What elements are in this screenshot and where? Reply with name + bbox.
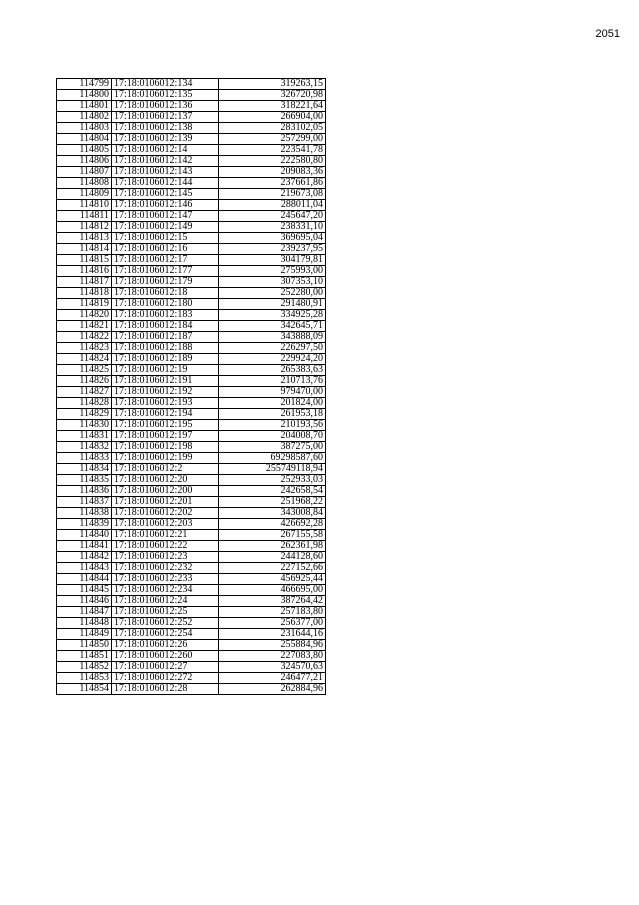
cadastral-number-cell: 17:18:0106012:138	[112, 123, 219, 134]
table-row	[57, 585, 326, 596]
cadastral-number-cell: 17:18:0106012:134	[112, 79, 219, 90]
cadastral-number-cell: 17:18:0106012:199	[112, 453, 219, 464]
cadastral-value-cell: 251968,22	[219, 497, 326, 508]
table-row	[57, 266, 326, 277]
cadastral-value-cell: 257299,00	[219, 134, 326, 145]
table-row	[57, 508, 326, 519]
cadastral-value-cell: 227083,80	[219, 651, 326, 662]
cadastral-value-cell: 265383,63	[219, 365, 326, 376]
cadastral-number-cell: 17:18:0106012:260	[112, 651, 219, 662]
cadastral-value-cell: 255749118,94	[219, 464, 326, 475]
cadastral-number-cell: 17:18:0106012:27	[112, 662, 219, 673]
cadastral-number-cell: 17:18:0106012:254	[112, 629, 219, 640]
table-row	[57, 497, 326, 508]
row-number-cell: 114850	[57, 640, 112, 651]
row-number-cell: 114818	[57, 288, 112, 299]
table-row	[57, 354, 326, 365]
table-row	[57, 563, 326, 574]
table-row	[57, 112, 326, 123]
cadastral-value-cell: 226297,50	[219, 343, 326, 354]
row-number-cell: 114809	[57, 189, 112, 200]
row-number-cell: 114836	[57, 486, 112, 497]
cadastral-value-cell: 275993,00	[219, 266, 326, 277]
row-number-cell: 114847	[57, 607, 112, 618]
cadastral-number-cell: 17:18:0106012:17	[112, 255, 219, 266]
cadastral-value-cell: 267155,58	[219, 530, 326, 541]
cadastral-number-cell: 17:18:0106012:191	[112, 376, 219, 387]
cadastral-value-cell: 231644,16	[219, 629, 326, 640]
row-number-cell: 114807	[57, 167, 112, 178]
table-row	[57, 178, 326, 189]
row-number-cell: 114840	[57, 530, 112, 541]
row-number-cell: 114799	[57, 79, 112, 90]
table-row	[57, 662, 326, 673]
table-row	[57, 145, 326, 156]
cadastral-value-cell: 262884,96	[219, 684, 326, 695]
table-row	[57, 90, 326, 101]
table-row	[57, 343, 326, 354]
table-row	[57, 233, 326, 244]
row-number-cell: 114810	[57, 200, 112, 211]
cadastral-number-cell: 17:18:0106012:202	[112, 508, 219, 519]
table-row	[57, 134, 326, 145]
cadastral-value-cell: 979470,00	[219, 387, 326, 398]
cadastral-value-cell: 304179,81	[219, 255, 326, 266]
row-number-cell: 114803	[57, 123, 112, 134]
cadastral-number-cell: 17:18:0106012:183	[112, 310, 219, 321]
cadastral-number-cell: 17:18:0106012:252	[112, 618, 219, 629]
cadastral-value-cell: 387264,42	[219, 596, 326, 607]
row-number-cell: 114846	[57, 596, 112, 607]
cadastral-number-cell: 17:18:0106012:143	[112, 167, 219, 178]
cadastral-number-cell: 17:18:0106012:198	[112, 442, 219, 453]
cadastral-value-cell: 256377,00	[219, 618, 326, 629]
cadastral-number-cell: 17:18:0106012:197	[112, 431, 219, 442]
cadastral-value-cell: 255884,96	[219, 640, 326, 651]
cadastral-value-cell: 283102,05	[219, 123, 326, 134]
table-row	[57, 453, 326, 464]
table-row	[57, 442, 326, 453]
cadastral-number-cell: 17:18:0106012:234	[112, 585, 219, 596]
table-row	[57, 431, 326, 442]
table-row	[57, 288, 326, 299]
table-row	[57, 541, 326, 552]
cadastral-number-cell: 17:18:0106012:147	[112, 211, 219, 222]
row-number-cell: 114801	[57, 101, 112, 112]
row-number-cell: 114820	[57, 310, 112, 321]
row-number-cell: 114842	[57, 552, 112, 563]
cadastral-number-cell: 17:18:0106012:200	[112, 486, 219, 497]
cadastral-value-cell: 245647,20	[219, 211, 326, 222]
table-row	[57, 486, 326, 497]
cadastral-number-cell: 17:18:0106012:146	[112, 200, 219, 211]
cadastral-number-cell: 17:18:0106012:149	[112, 222, 219, 233]
table-row	[57, 376, 326, 387]
cadastral-number-cell: 17:18:0106012:272	[112, 673, 219, 684]
cadastral-value-cell: 242658,54	[219, 486, 326, 497]
cadastral-value-cell: 426692,28	[219, 519, 326, 530]
cadastral-number-cell: 17:18:0106012:136	[112, 101, 219, 112]
row-number-cell: 114800	[57, 90, 112, 101]
cadastral-value-cell: 466695,00	[219, 585, 326, 596]
cadastral-value-cell: 319263,15	[219, 79, 326, 90]
row-number-cell: 114824	[57, 354, 112, 365]
table-row	[57, 673, 326, 684]
cadastral-number-cell: 17:18:0106012:21	[112, 530, 219, 541]
cadastral-number-cell: 17:18:0106012:184	[112, 321, 219, 332]
cadastral-number-cell: 17:18:0106012:193	[112, 398, 219, 409]
cadastral-number-cell: 17:18:0106012:137	[112, 112, 219, 123]
cadastral-number-cell: 17:18:0106012:18	[112, 288, 219, 299]
cadastral-number-cell: 17:18:0106012:25	[112, 607, 219, 618]
cadastral-number-cell: 17:18:0106012:187	[112, 332, 219, 343]
row-number-cell: 114851	[57, 651, 112, 662]
cadastral-value-cell: 237661,86	[219, 178, 326, 189]
cadastral-value-cell: 343008,84	[219, 508, 326, 519]
cadastral-number-cell: 17:18:0106012:139	[112, 134, 219, 145]
table-row	[57, 299, 326, 310]
cadastral-value-cell: 222580,80	[219, 156, 326, 167]
cadastral-value-cell: 261953,18	[219, 409, 326, 420]
table-row	[57, 387, 326, 398]
row-number-cell: 114852	[57, 662, 112, 673]
cadastral-number-cell: 17:18:0106012:28	[112, 684, 219, 695]
cadastral-value-cell: 229924,20	[219, 354, 326, 365]
table-row	[57, 321, 326, 332]
cadastral-number-cell: 17:18:0106012:14	[112, 145, 219, 156]
cadastral-number-cell: 17:18:0106012:179	[112, 277, 219, 288]
cadastral-number-cell: 17:18:0106012:194	[112, 409, 219, 420]
cadastral-value-cell: 262361,98	[219, 541, 326, 552]
cadastral-number-cell: 17:18:0106012:180	[112, 299, 219, 310]
row-number-cell: 114806	[57, 156, 112, 167]
table-row	[57, 222, 326, 233]
cadastral-value-cell: 223541,78	[219, 145, 326, 156]
row-number-cell: 114805	[57, 145, 112, 156]
row-number-cell: 114802	[57, 112, 112, 123]
table-row	[57, 552, 326, 563]
table-row	[57, 475, 326, 486]
cadastral-number-cell: 17:18:0106012:24	[112, 596, 219, 607]
row-number-cell: 114843	[57, 563, 112, 574]
table-row	[57, 420, 326, 431]
cadastral-number-cell: 17:18:0106012:192	[112, 387, 219, 398]
cadastral-number-cell: 17:18:0106012:19	[112, 365, 219, 376]
table-body	[57, 79, 326, 695]
row-number-cell: 114808	[57, 178, 112, 189]
row-number-cell: 114844	[57, 574, 112, 585]
table-row	[57, 574, 326, 585]
cadastral-number-cell: 17:18:0106012:20	[112, 475, 219, 486]
table-row	[57, 189, 326, 200]
table-row	[57, 596, 326, 607]
cadastral-value-cell: 334925,28	[219, 310, 326, 321]
table-row	[57, 156, 326, 167]
cadastral-value-cell: 387275,00	[219, 442, 326, 453]
row-number-cell: 114830	[57, 420, 112, 431]
cadastral-number-cell: 17:18:0106012:232	[112, 563, 219, 574]
row-number-cell: 114811	[57, 211, 112, 222]
cadastral-value-cell: 210193,56	[219, 420, 326, 431]
cadastral-value-cell: 291480,91	[219, 299, 326, 310]
cadastral-number-cell: 17:18:0106012:189	[112, 354, 219, 365]
row-number-cell: 114804	[57, 134, 112, 145]
table-row	[57, 255, 326, 266]
cadastral-value-cell: 238331,10	[219, 222, 326, 233]
row-number-cell: 114823	[57, 343, 112, 354]
table-row	[57, 101, 326, 112]
cadastral-value-table	[56, 78, 326, 695]
row-number-cell: 114837	[57, 497, 112, 508]
table-row	[57, 123, 326, 134]
row-number-cell: 114815	[57, 255, 112, 266]
cadastral-number-cell: 17:18:0106012:23	[112, 552, 219, 563]
row-number-cell: 114832	[57, 442, 112, 453]
table-row	[57, 684, 326, 695]
row-number-cell: 114834	[57, 464, 112, 475]
table-row	[57, 244, 326, 255]
table-row	[57, 651, 326, 662]
cadastral-value-cell: 219673,08	[219, 189, 326, 200]
cadastral-value-cell: 244128,60	[219, 552, 326, 563]
cadastral-number-cell: 17:18:0106012:177	[112, 266, 219, 277]
row-number-cell: 114831	[57, 431, 112, 442]
table-row	[57, 464, 326, 475]
row-number-cell: 114827	[57, 387, 112, 398]
row-number-cell: 114841	[57, 541, 112, 552]
row-number-cell: 114853	[57, 673, 112, 684]
table-row	[57, 618, 326, 629]
row-number-cell: 114814	[57, 244, 112, 255]
row-number-cell: 114826	[57, 376, 112, 387]
cadastral-value-cell: 307353,10	[219, 277, 326, 288]
row-number-cell: 114819	[57, 299, 112, 310]
cadastral-value-cell: 266904,00	[219, 112, 326, 123]
table-row	[57, 310, 326, 321]
row-number-cell: 114813	[57, 233, 112, 244]
row-number-cell: 114848	[57, 618, 112, 629]
cadastral-value-cell: 257183,80	[219, 607, 326, 618]
cadastral-number-cell: 17:18:0106012:16	[112, 244, 219, 255]
table-row	[57, 167, 326, 178]
cadastral-number-cell: 17:18:0106012:135	[112, 90, 219, 101]
cadastral-value-cell: 201824,00	[219, 398, 326, 409]
row-number-cell: 114838	[57, 508, 112, 519]
table-row	[57, 409, 326, 420]
row-number-cell: 114822	[57, 332, 112, 343]
cadastral-value-cell: 246477,21	[219, 673, 326, 684]
row-number-cell: 114835	[57, 475, 112, 486]
cadastral-number-cell: 17:18:0106012:145	[112, 189, 219, 200]
row-number-cell: 114825	[57, 365, 112, 376]
table-row	[57, 211, 326, 222]
cadastral-number-cell: 17:18:0106012:188	[112, 343, 219, 354]
cadastral-value-cell: 456925,44	[219, 574, 326, 585]
table-row	[57, 277, 326, 288]
cadastral-number-cell: 17:18:0106012:201	[112, 497, 219, 508]
row-number-cell: 114812	[57, 222, 112, 233]
table-row	[57, 640, 326, 651]
table-row	[57, 332, 326, 343]
cadastral-number-cell: 17:18:0106012:15	[112, 233, 219, 244]
row-number-cell: 114833	[57, 453, 112, 464]
cadastral-value-cell: 318221,64	[219, 101, 326, 112]
table-row	[57, 607, 326, 618]
table-row	[57, 519, 326, 530]
cadastral-value-cell: 342645,71	[219, 321, 326, 332]
row-number-cell: 114816	[57, 266, 112, 277]
cadastral-number-cell: 17:18:0106012:195	[112, 420, 219, 431]
cadastral-value-cell: 204008,70	[219, 431, 326, 442]
table-row	[57, 398, 326, 409]
cadastral-value-cell: 252280,00	[219, 288, 326, 299]
table-row	[57, 200, 326, 211]
row-number-cell: 114845	[57, 585, 112, 596]
cadastral-number-cell: 17:18:0106012:144	[112, 178, 219, 189]
page-number: 2051	[595, 28, 620, 40]
cadastral-value-cell: 252933,03	[219, 475, 326, 486]
row-number-cell: 114829	[57, 409, 112, 420]
table-row	[57, 365, 326, 376]
row-number-cell: 114849	[57, 629, 112, 640]
cadastral-value-cell: 369695,04	[219, 233, 326, 244]
table-row	[57, 530, 326, 541]
cadastral-number-cell: 17:18:0106012:233	[112, 574, 219, 585]
cadastral-number-cell: 17:18:0106012:26	[112, 640, 219, 651]
row-number-cell: 114821	[57, 321, 112, 332]
row-number-cell: 114839	[57, 519, 112, 530]
cadastral-number-cell: 17:18:0106012:142	[112, 156, 219, 167]
row-number-cell: 114817	[57, 277, 112, 288]
cadastral-value-cell: 69298587,60	[219, 453, 326, 464]
table-row	[57, 629, 326, 640]
table-row	[57, 79, 326, 90]
cadastral-number-cell: 17:18:0106012:2	[112, 464, 219, 475]
cadastral-value-cell: 326720,98	[219, 90, 326, 101]
cadastral-value-cell: 288011,04	[219, 200, 326, 211]
cadastral-value-cell: 324570,63	[219, 662, 326, 673]
cadastral-value-cell: 227152,66	[219, 563, 326, 574]
cadastral-value-cell: 210713,76	[219, 376, 326, 387]
row-number-cell: 114854	[57, 684, 112, 695]
cadastral-value-cell: 343888,09	[219, 332, 326, 343]
row-number-cell: 114828	[57, 398, 112, 409]
cadastral-value-cell: 209083,36	[219, 167, 326, 178]
cadastral-number-cell: 17:18:0106012:22	[112, 541, 219, 552]
cadastral-number-cell: 17:18:0106012:203	[112, 519, 219, 530]
cadastral-value-cell: 239237,95	[219, 244, 326, 255]
